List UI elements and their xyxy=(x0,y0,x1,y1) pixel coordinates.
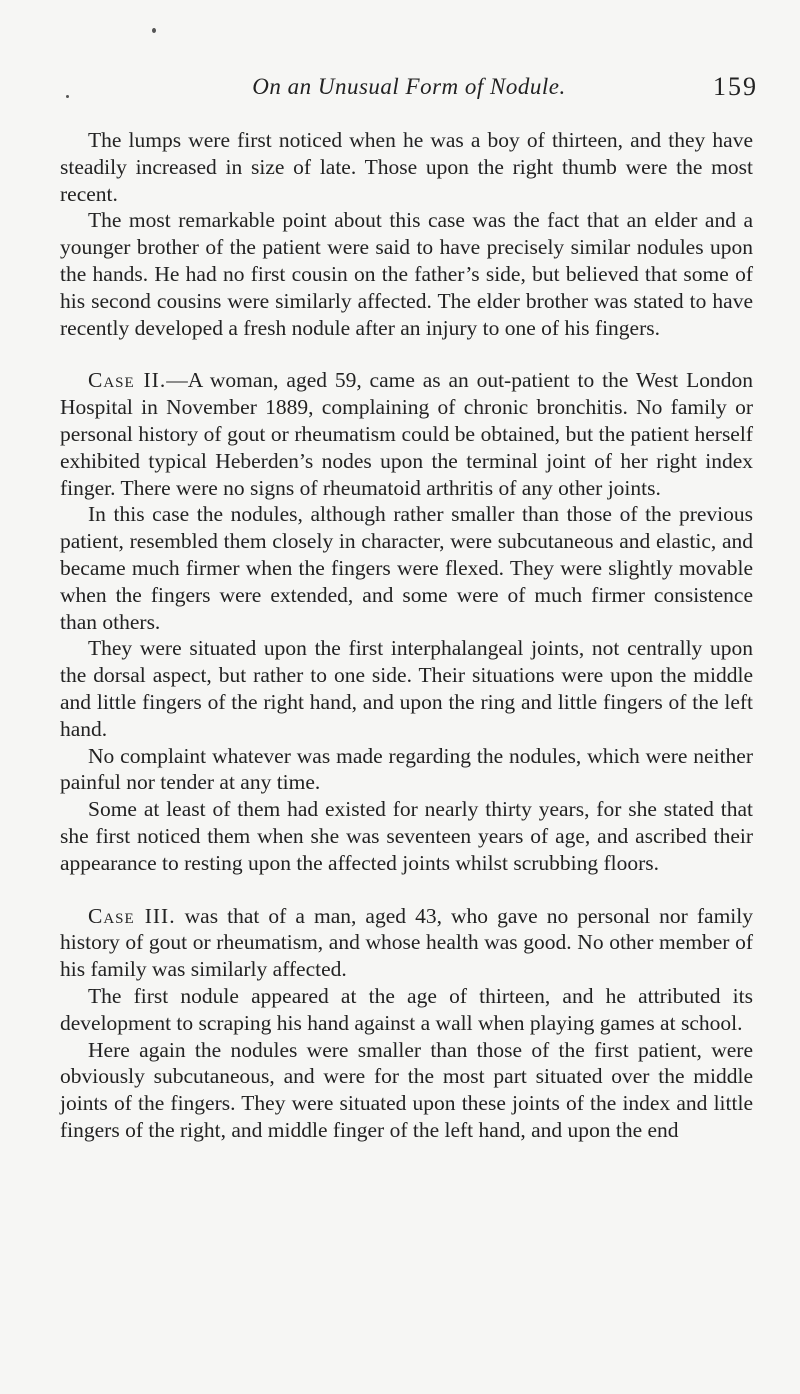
body-text xyxy=(60,127,753,1144)
paragraph-text: —A woman, aged 59, came as an out-patient to the West London Hospital in November 1889, complaining of chronic bronchitis. No family or personal history of gout or rheumatism could be obtained, but the patient herself exhibited typical Heberden’s nodes upon the terminal joint of her right index finger. There were no signs of rheumatoid arthritis of any other joints. xyxy=(60,368,753,500)
running-title: On an Unusual Form of Nodule. xyxy=(252,74,566,99)
paragraph-text: Some at least of them had existed for nearly thirty years, for she stated that she first noticed them when she was seventeen years of age, and ascribed their appearance to resting upon the affected joints whilst scrubbing floors. xyxy=(60,797,753,875)
paragraph-text: Here again the nodules were smaller than those of the first patient, were obviously subcutaneous, and were for the most part situated over the middle joints of the fingers. They were situated upon these joints of the index and little fingers of the right, and middle finger of the left hand, and upon the end xyxy=(60,1037,753,1142)
paragraph-text: No complaint whatever was made regarding the nodules, which were neither painful nor tender at any time. xyxy=(60,743,753,795)
page-number: 159 xyxy=(713,72,758,101)
running-head xyxy=(58,74,760,110)
case-paragraph xyxy=(60,367,753,501)
paragraph-text: The most remarkable point about this case was the fact that an elder and a younger brother of the patient were said to have precisely similar nodules upon the hands. He had no first cousin on the father’s side, but believed that some of his second cousins were similarly affected. The elder brother was stated to have recently developed a fresh nodule after an injury to one of his fingers. xyxy=(60,208,753,340)
case-paragraph xyxy=(60,903,753,983)
paragraph xyxy=(60,1037,753,1144)
paragraph-text: was that of a man, aged 43, who gave no personal nor family history of gout or rheumatism, and whose health was good. No other member of his family was similarly affected. xyxy=(60,903,753,982)
paragraph xyxy=(60,207,753,341)
paragraph xyxy=(60,501,753,635)
paragraph-text: The first nodule appeared at the age of thirteen, and he attributed its development to scraping his hand against a wall when playing games at school. xyxy=(60,983,753,1035)
paragraph xyxy=(60,127,753,207)
case-label: Case III. xyxy=(88,903,176,928)
print-speck xyxy=(152,28,156,33)
paragraph xyxy=(60,983,753,1037)
paragraph-text: The lumps were first noticed when he was a boy of thirteen, and they have steadily increased in size of late. Those upon the right thumb were the most recent. xyxy=(60,128,753,206)
paragraph xyxy=(60,796,753,876)
paragraph-text: They were situated upon the first interphalangeal joints, not centrally upon the dorsal aspect, but rather to one side. Their situations were upon the middle and little fingers of the right hand, and upon the ring and little fingers of the left hand. xyxy=(60,636,753,741)
case-label: Case II. xyxy=(88,368,167,393)
paragraph xyxy=(60,743,753,797)
paragraph xyxy=(60,635,753,742)
paragraph-text: In this case the nodules, although rather smaller than those of the previous patient, resembled them closely in character, were subcutaneous and elastic, and became much firmer when the fingers were flexed. They were slightly movable when the fingers were extended, and some were of much firmer consistence than others. xyxy=(60,502,753,634)
